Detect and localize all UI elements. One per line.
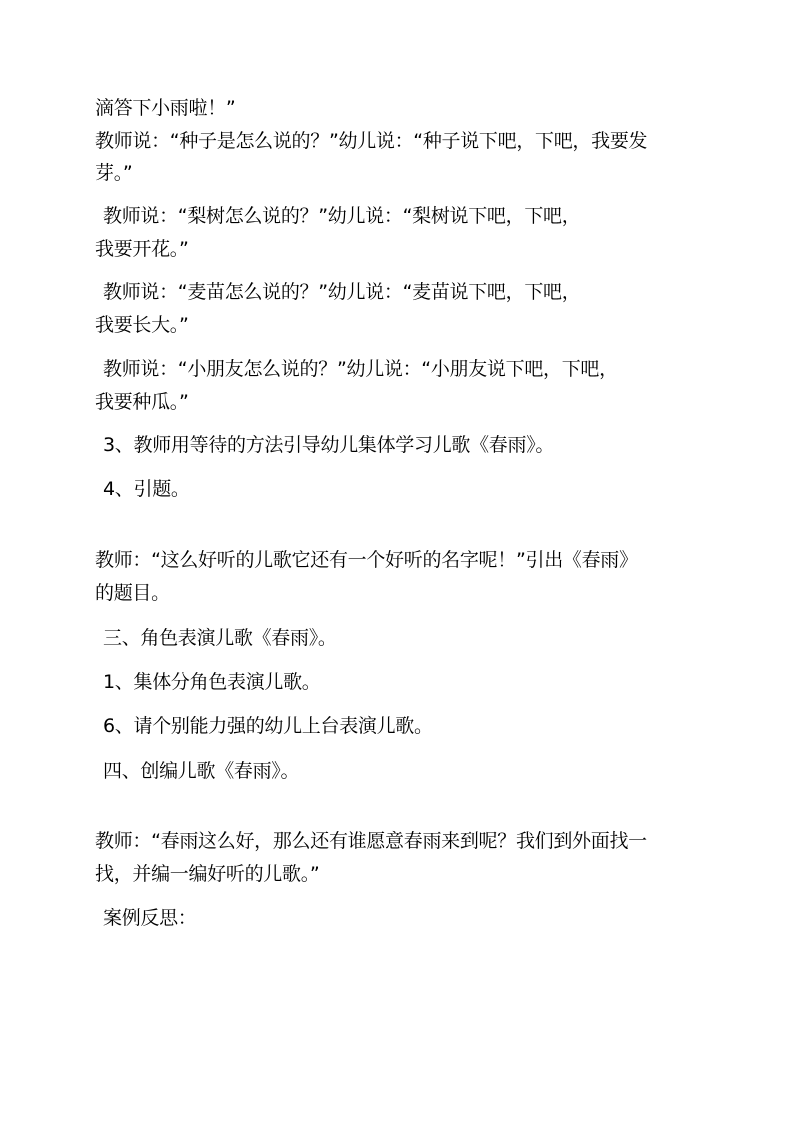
text-line: 芽。” [95,162,133,184]
text-line: 教师：“这么好听的儿歌它还有一个好听的名字呢！”引出《春雨》 [95,549,638,571]
text-line: 滴答下小雨啦！” [95,97,236,119]
section-heading: 三、角色表演儿歌《春雨》。 [103,627,337,649]
list-item: 4、引题。 [103,478,190,500]
text-line: 教师说：“梨树怎么说的？”幼儿说：“梨树说下吧，下吧， [103,205,581,227]
text-line: 的题目。 [95,582,170,604]
text-line: 案例反思： [103,907,197,929]
text-line: 我要开花。” [95,238,189,260]
list-item: 6、请个别能力强的幼儿上台表演儿歌。 [103,715,433,737]
text-line: 找，并编一编好听的儿歌。” [95,863,320,885]
text-line: 教师说：“麦苗怎么说的？”幼儿说：“麦苗说下吧，下吧， [103,281,581,303]
section-heading: 四、创编儿歌《春雨》。 [103,760,300,782]
text-line: 教师说：“种子是怎么说的？”幼儿说：“种子说下吧，下吧，我要发 [95,130,648,152]
list-item: 1、集体分角色表演儿歌。 [103,671,321,693]
text-line: 我要长大。” [95,314,189,336]
text-line: 教师：“春雨这么好，那么还有谁愿意春雨来到呢？我们到外面找一 [95,830,647,852]
text-line: 教师说：“小朋友怎么说的？”幼儿说：“小朋友说下吧，下吧， [103,358,618,380]
list-item: 3、教师用等待的方法引导幼儿集体学习儿歌《春雨》。 [103,434,555,456]
text-line: 我要种瓜。” [95,391,189,413]
